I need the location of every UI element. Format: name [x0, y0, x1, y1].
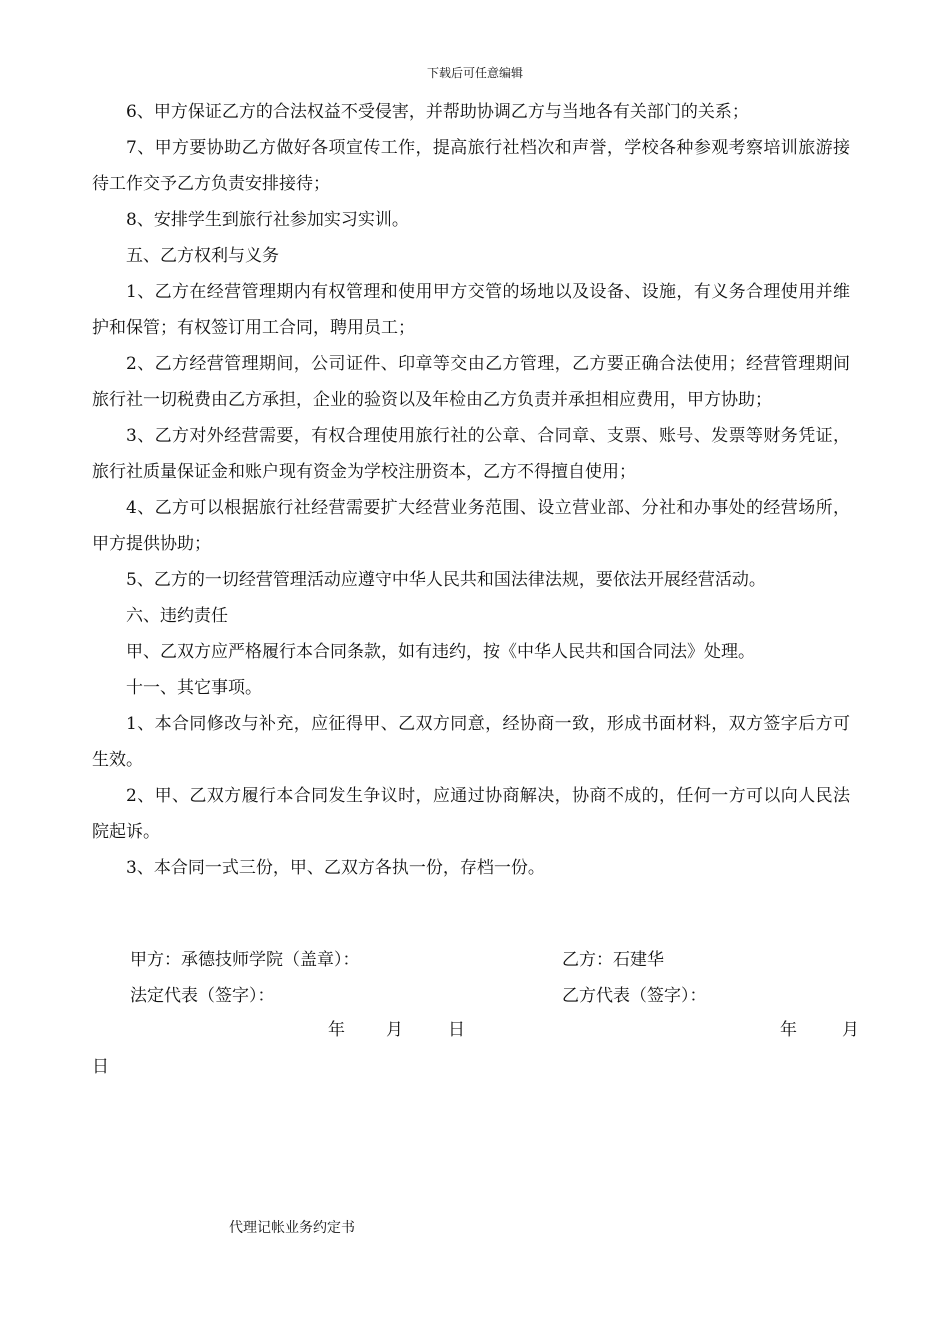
- party-b-label: 乙方：石建华: [562, 950, 664, 970]
- clause-c1: 1、本合同修改与补充，应征得甲、乙双方同意，经协商一致，形成书面材料，双方签字后方可生效。: [92, 714, 850, 770]
- clause-a8: 8、安排学生到旅行社参加实习实训。: [126, 210, 409, 230]
- next-document-title: 代理记帐业务约定书: [229, 1220, 355, 1236]
- day-b: 日: [92, 1057, 109, 1077]
- clause-c3: 3、本合同一式三份，甲、乙双方各执一份，存档一份。: [126, 858, 545, 878]
- clause-b5: 5、乙方的一切经营管理活动应遵守中华人民共和国法律法规，要依法开展经营活动。: [126, 570, 766, 590]
- year-a: 年: [328, 1020, 345, 1040]
- clause-b3: 3、乙方对外经营需要，有权合理使用旅行社的公章、合同章、支票、账号、发票等财务凭证，旅行社质量保证金和账户现有资金为学校注册资本，乙方不得擅自使用；: [92, 426, 850, 482]
- contract-body: [92, 94, 850, 886]
- clause-b1: 1、乙方在经营管理期内有权管理和使用甲方交管的场地以及设备、设施，有义务合理使用并维护和保管；有权签订用工合同，聘用员工；: [92, 282, 850, 338]
- section-heading-6: 六、违约责任: [126, 606, 228, 626]
- rep-b-label: 乙方代表（签字）：: [562, 986, 707, 1006]
- clause-a6: 6、甲方保证乙方的合法权益不受侵害，并帮助协调乙方与当地各有关部门的关系；: [126, 102, 749, 122]
- page-header: 下载后可任意编辑: [426, 66, 523, 80]
- month-b: 月: [842, 1020, 859, 1040]
- clause-b2: 2、乙方经营管理期间，公司证件、印章等交由乙方管理，乙方要正确合法使用；经营管理期间旅行社一切税费由乙方承担，企业的验资以及年检由乙方负责并承担相应费用，甲方协助；: [92, 354, 850, 410]
- month-a: 月: [386, 1020, 403, 1040]
- rep-a-label: 法定代表（签字）：: [130, 986, 275, 1006]
- section-heading-11: 十一、其它事项。: [126, 678, 262, 698]
- day-a: 日: [448, 1020, 465, 1040]
- breach-clause: 甲、乙双方应严格履行本合同条款，如有违约，按《中华人民共和国合同法》处理。: [126, 642, 755, 662]
- party-a-label: 甲方：承德技师学院（盖章）：: [130, 950, 360, 970]
- year-b: 年: [780, 1020, 797, 1040]
- clause-b4: 4、乙方可以根据旅行社经营需要扩大经营业务范围、设立营业部、分社和办事处的经营场所，甲方提供协助；: [92, 498, 850, 554]
- clause-c2: 2、甲、乙双方履行本合同发生争议时，应通过协商解决，协商不成的，任何一方可以向人民法院起诉。: [92, 786, 850, 842]
- clause-a7: 7、甲方要协助乙方做好各项宣传工作，提高旅行社档次和声誉，学校各种参观考察培训旅游接待工作交予乙方负责安排接待；: [92, 138, 850, 194]
- section-heading-5: 五、乙方权利与义务: [126, 246, 279, 266]
